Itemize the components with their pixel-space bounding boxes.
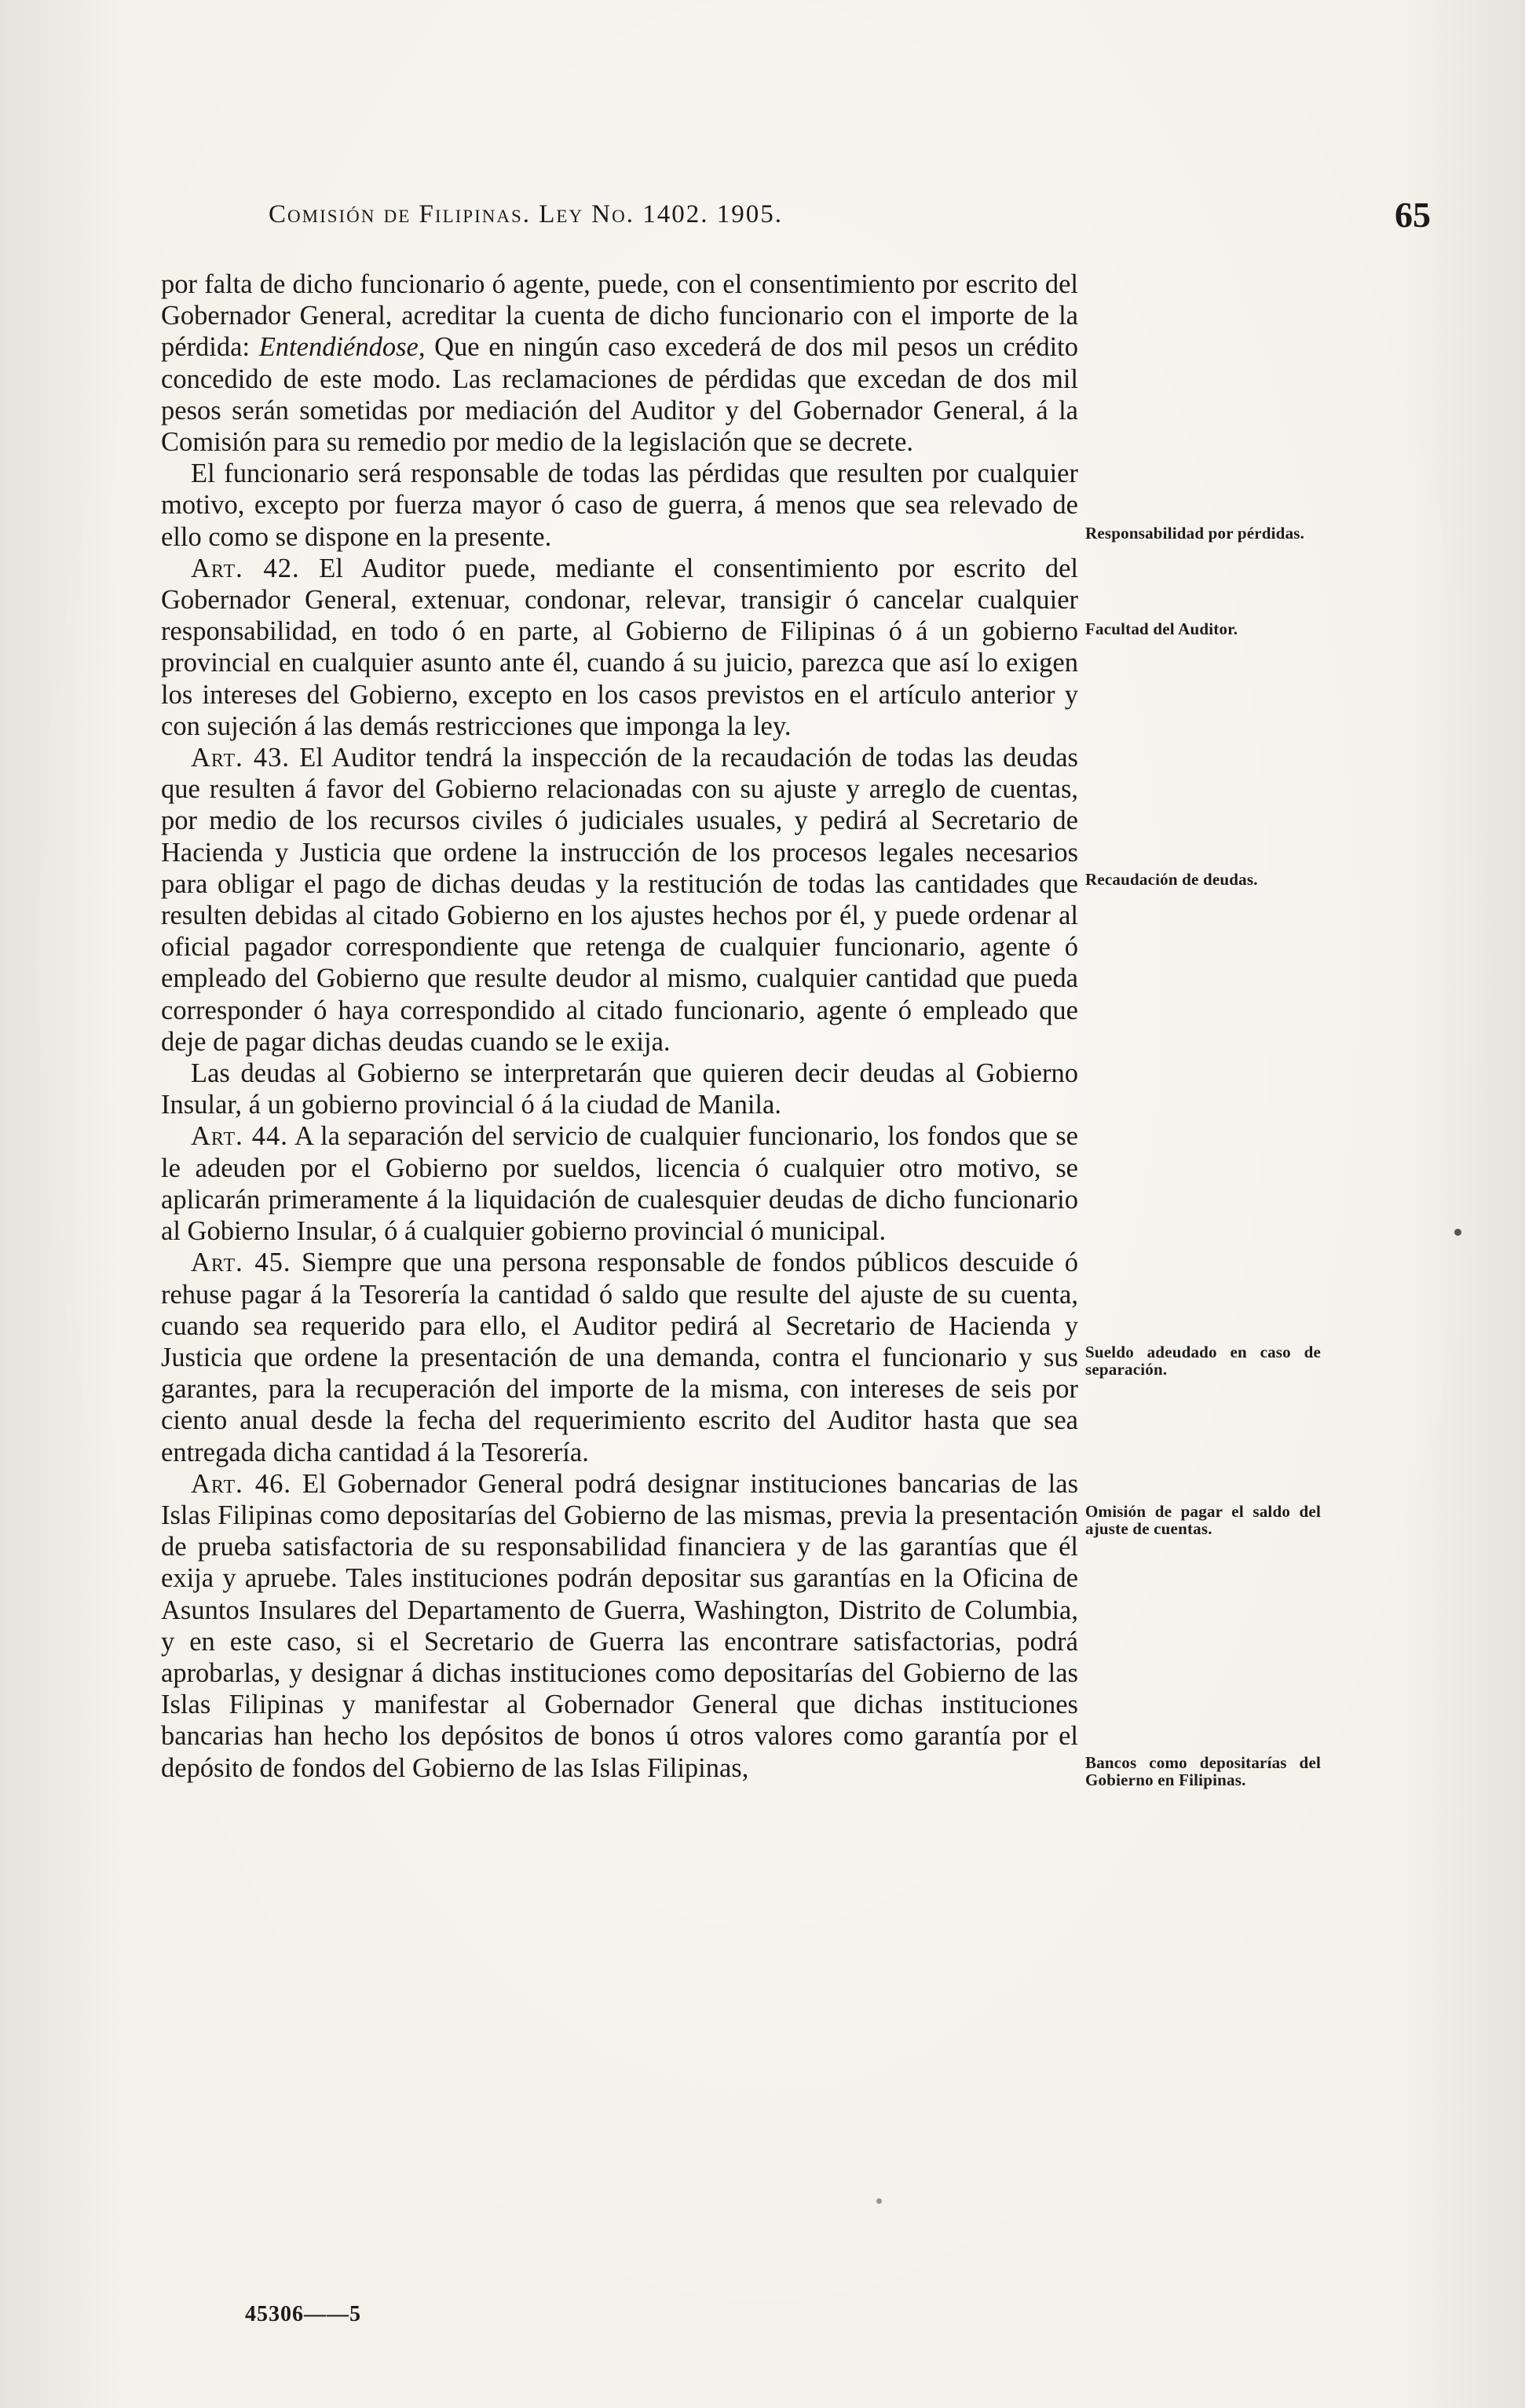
paragraph-continuation bbox=[161, 269, 1078, 458]
paragraph-text: El funcionario será responsable de todas las pérdidas que resulten por cualquier motivo, excepto por fuerza mayor ó caso de guerra, á menos que sea relevado de ello como se dispone en la presente. bbox=[161, 459, 1078, 552]
body-text bbox=[161, 269, 1078, 1784]
margin-note-bancos: Bancos como depositarías del Gobierno en Filipinas. bbox=[1085, 1753, 1321, 1789]
article-label: Art. 42. bbox=[191, 553, 300, 583]
paragraph-text: Las deudas al Gobierno se interpretarán que quieren decir deudas al Gobierno Insular, á un gobierno provincial ó á la ciudad de Manila. bbox=[161, 1058, 1078, 1120]
signature-mark: 45306——5 bbox=[245, 2302, 361, 2326]
paragraph-text: A la separación del servicio de cualquier funcionario, los fondos que se le adeuden por el Gobierno por sueldos, licencia ó cualquier otro motivo, se aplicarán primeramente á la liquidación de cualesquier deudas de dicho funcionario al Gobierno Insular, ó á cualquier gobierno provincial ó municipal. bbox=[161, 1121, 1078, 1247]
paragraph-responsabilidad bbox=[161, 458, 1078, 553]
speck-mark bbox=[876, 2198, 882, 2204]
paragraph-text: El Auditor puede, mediante el consentimiento por escrito del Gobernador General, extenuar, condonar, relevar, transigir ó cancelar cualquier responsabilidad, en todo ó en parte, al Gobierno de Filipinas ó á un gobierno provincial en cualquier asunto ante él, cuando á su juicio, parezca que así lo exigen los intereses del Gobierno, excepto en los casos previstos en el artículo anterior y con sujeción á las demás restricciones que imponga la ley. bbox=[161, 553, 1078, 741]
article-label: Art. 44. bbox=[191, 1121, 288, 1152]
paragraph-text: Que en ningún caso excederá de dos mil pesos un crédito concedido de este modo. Las reclamaciones de pérdidas que excedan de dos mil pesos serán sometidas por mediación del Auditor y del Gobernador General, á la Comisión para su remedio por medio de la legislación que se decrete. bbox=[161, 332, 1078, 458]
article-label: Art. 43. bbox=[191, 743, 291, 773]
article-label: Art. 46. bbox=[191, 1468, 291, 1499]
speck-mark bbox=[1454, 1229, 1461, 1236]
paragraph-deudas bbox=[161, 1058, 1078, 1120]
margin-note-facultad: Facultad del Auditor. bbox=[1085, 619, 1238, 638]
running-title: Comisión de Filipinas. Ley No. 1402. 1905. bbox=[269, 200, 784, 228]
article-label: Art. 45. bbox=[191, 1248, 291, 1278]
margin-note-omision: Omisión de pagar el saldo del ajuste de cuentas. bbox=[1085, 1502, 1321, 1538]
paragraph-text: El Gobernador General podrá designar instituciones bancarias de las Islas Filipinas como depositarías del Gobierno de las mismas, previa la presentación de prueba satisfactoria de su responsabilidad financiera y de las garantías que él exija y apruebe. Tales instituciones podrán depositar sus garantías en la Oficina de Asuntos Insulares del Departamento de Guerra, Washington, Distrito de Columbia, y en este caso, si el Secretario de Guerra las encontrare satisfactorias, podrá aprobarlas, y designar á dichas instituciones como depositarías del Gobierno de las Islas Filipinas y manifestar al Gobernador General que dichas instituciones bancarias han hecho los depósitos de bonos ú otros valores como garantía por el depósito de fondos del Gobierno de las Islas Filipinas, bbox=[161, 1468, 1078, 1783]
paragraph-text: El Auditor tendrá la inspección de la recaudación de todas las deudas que resulten á favor del Gobierno relacionadas con su ajuste y arreglo de cuentas, por medio de los recursos civiles ó judiciales usuales, y pedirá al Secretario de Hacienda y Justicia que ordene la instrucción de los procesos legales necesarios para obligar el pago de dichas deudas y la restitución de todas las cantidades que resulten debidas al citado Gobierno en los ajustes hechos por él, y puede ordenar al oficial pagador correspondiente que retenga de cualquier funcionario, agente ó empleado del Gobierno que resulte deudor al mismo, cualquier cantidad que pueda corresponder ó haya correspondido al citado funcionario, agente ó empleado que deje de pagar dichas deudas cuando se le exija. bbox=[161, 743, 1078, 1057]
margin-note-sueldo: Sueldo adeudado en caso de separación. bbox=[1085, 1343, 1321, 1379]
running-head bbox=[269, 195, 1431, 247]
article-46 bbox=[161, 1468, 1078, 1784]
margin-note-recaudacion: Recaudación de deudas. bbox=[1085, 870, 1258, 889]
page-number: 65 bbox=[1395, 195, 1431, 235]
paragraph-text: Siempre que una persona responsable de fondos públicos descuide ó rehuse pagar á la Tesorería la cantidad ó saldo que resulte del ajuste de su cuenta, cuando sea requerido para ello, el Auditor pedirá al Secretario de Hacienda y Justicia que ordene la presentación de una demanda, contra el funcionario y sus garantes, para la recuperación del importe de la misma, con intereses de seis por ciento anual desde la fecha del requerimiento escrito del Auditor hasta que sea entregada dicha cantidad á la Tesorería. bbox=[161, 1248, 1078, 1467]
article-42 bbox=[161, 553, 1078, 742]
paragraph-text: por falta de dicho funcionario ó agente, puede, con el consentimiento por escrito del Gobernador General, acreditar la cuenta de dicho funcionario con el importe de la pérdida: bbox=[161, 269, 1078, 363]
article-43 bbox=[161, 742, 1078, 1058]
emphasis-text: Entendiéndose, bbox=[258, 332, 426, 363]
article-44 bbox=[161, 1120, 1078, 1247]
article-45 bbox=[161, 1247, 1078, 1467]
margin-note-responsabilidad: Responsabilidad por pérdidas. bbox=[1085, 524, 1305, 543]
